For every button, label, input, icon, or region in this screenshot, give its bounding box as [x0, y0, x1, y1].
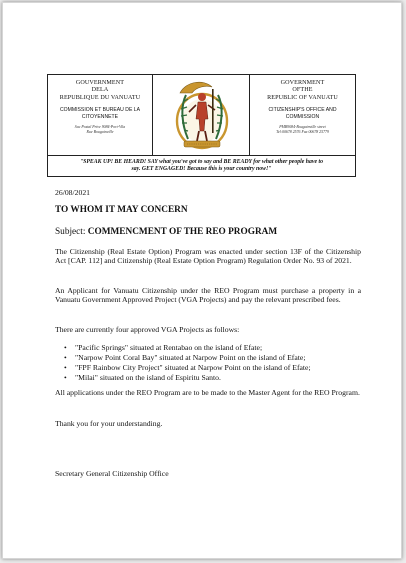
project-name: "Pacific Springs" situated at Rentabao on the island of Efate; [75, 343, 263, 352]
letterhead [47, 74, 356, 156]
bullet-icon: • [64, 373, 67, 382]
english-address [250, 125, 355, 135]
paragraph-applicant: An Applicant for Vanuatu Citizenship under the REO Program must purchase a property in a Vanuatu Government Approved Project (VGA Projects) and pay the relevant prescribed fees. [55, 286, 361, 305]
letterhead-emblem-cell [153, 75, 250, 155]
english-title-line2: OFTHE [292, 87, 313, 94]
project-name: "Milai" situated on the island of Espiritu Santo. [75, 373, 221, 382]
french-address [48, 125, 152, 135]
french-office-name [48, 107, 152, 120]
french-address-line1: Sac Postal Prive 9084-Port-Vila [74, 125, 126, 130]
list-item [55, 353, 361, 363]
list-item [55, 373, 361, 383]
projects-list [55, 343, 361, 383]
slogan-banner [47, 156, 356, 177]
slogan-line1: "SPEAK UP! BE HEARD! SAY what you've got to say and BE READY for what other people have to [79, 159, 324, 165]
english-title-line3: REPUBLIC OF VANUATU [267, 94, 338, 101]
slogan-line2: say. GET ENGAGED! Because this is your country now!" [131, 166, 272, 173]
bullet-icon: • [64, 343, 67, 352]
paragraph-projects-intro: There are currently four approved VGA Projects as follows: [55, 325, 240, 334]
subject-title: COMMENCMENT OF THE REO PROGRAM [87, 227, 278, 237]
french-title-line3: REPUBLIQUE DU VANUATU [59, 94, 141, 101]
paragraph-enactment: The Citizenship (Real Estate Option) Program was enacted under section 13F of the Citizenship Act [CAP. 112] and Citizenship (Real Estate Option Program) Regulation Order No. 93 of 2021. [55, 247, 361, 266]
english-office-name [250, 107, 355, 120]
letter-heading: TO WHOM IT MAY CONCERN [55, 205, 188, 215]
french-title-line2: DELA [91, 87, 109, 94]
french-office-line2: CITOYENNETE [81, 113, 119, 120]
list-item [55, 363, 361, 373]
french-office-line1: COMMISSION ET BUREAU DE LA [59, 107, 140, 114]
signature-line: Secretary General Citizenship Office [55, 469, 169, 478]
english-address-line2: Tel:00678 2576 Fax 00678 25779 [276, 130, 329, 135]
document-frame [2, 2, 402, 559]
bullet-icon: • [64, 353, 67, 362]
letterhead-french [48, 75, 153, 155]
letter-page [3, 3, 401, 558]
project-name: "Narpow Point Coral Bay" situated at Narpow Point on the island of Efate; [75, 353, 306, 362]
list-item [55, 343, 361, 353]
paragraph-applications: All applications under the REO Program are to be made to the Master Agent for the REO Program. [55, 388, 360, 397]
english-title-line1: GOVERNMENT [280, 80, 325, 86]
french-address-line2: Rue Bougainville [86, 130, 114, 135]
bullet-icon: • [64, 363, 67, 372]
vanuatu-coat-of-arms-icon [172, 79, 232, 153]
subject-prefix: Subject: [55, 227, 88, 237]
french-government-title [48, 75, 152, 102]
letterhead-english [250, 75, 355, 155]
french-title-line1: GOUVERNMENT [75, 80, 125, 86]
english-government-title [250, 75, 355, 102]
paragraph-thanks: Thank you for your understanding. [55, 419, 163, 428]
english-office-line2: COMMISSION [285, 113, 320, 120]
english-office-line1: CITIZENSHIP'S OFFICE AND [268, 107, 337, 114]
project-name: "FPF Rainbow City Project" situated at Narpow Point on the island of Efate; [75, 363, 311, 372]
english-address-line1: PMB9084-Bougainville street [279, 125, 326, 130]
letter-subject [55, 228, 361, 237]
letter-date: 26/08/2021 [55, 188, 91, 197]
